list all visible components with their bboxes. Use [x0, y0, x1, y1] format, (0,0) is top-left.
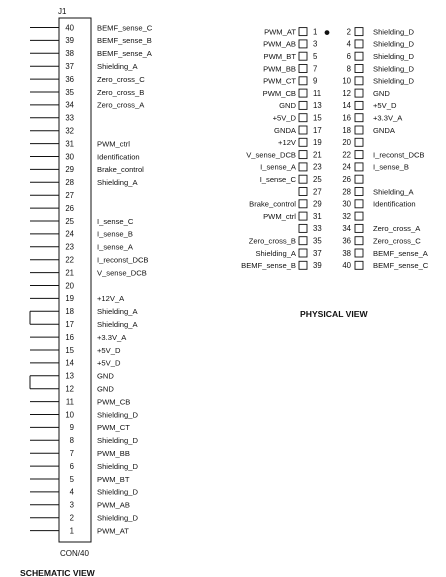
schematic-pin-label: GND [97, 371, 114, 381]
physical-pin-pad [355, 237, 363, 245]
physical-pin-pad [355, 224, 363, 232]
schematic-pin-number: 32 [65, 126, 74, 136]
physical-left-number: 23 [313, 162, 322, 172]
schematic-pin-label: Zero_cross_C [97, 74, 145, 84]
physical-right-label: GNDA [373, 125, 395, 135]
schematic-pin-label: Brake_control [97, 165, 144, 175]
schematic-pin-number: 34 [65, 100, 74, 110]
physical-right-label: Zero_cross_C [373, 236, 421, 246]
schematic-pin-number: 4 [69, 487, 74, 497]
schematic-pin-number: 30 [65, 152, 74, 162]
schematic-pin-number: 19 [65, 294, 74, 304]
schematic-pin-label: I_sense_C [97, 216, 134, 226]
physical-right-number: 32 [342, 211, 351, 221]
schematic-pin-number: 5 [69, 474, 74, 484]
schematic-pin-number: 33 [65, 113, 74, 123]
schematic-pin-number: 21 [65, 268, 74, 278]
physical-pin-pad [355, 65, 363, 73]
schematic-pin-number: 17 [65, 320, 74, 329]
schematic-pin-label: BEMF_sense_C [97, 23, 153, 33]
physical-left-number: 35 [313, 236, 322, 246]
schematic-pin-label: Shielding_A [97, 62, 138, 71]
schematic-pin-label: GND [97, 384, 114, 394]
physical-left-number: 39 [313, 261, 322, 271]
schematic-pin-number: 3 [69, 500, 74, 510]
physical-pin-pad [355, 89, 363, 97]
physical-pin-pad [299, 40, 307, 48]
physical-pin-pad [355, 212, 363, 220]
schematic-pin-label: Shielding_D [97, 513, 138, 523]
physical-right-label: Shielding_D [373, 39, 414, 49]
schematic-pin-number: 14 [65, 358, 74, 368]
physical-pin-pad [355, 114, 363, 122]
physical-pin-pad [299, 188, 307, 196]
schematic-pin-number: 10 [65, 410, 74, 420]
schematic-pin-label: PWM_BB [97, 449, 130, 458]
physical-left-label: Zero_cross_B [248, 236, 296, 246]
physical-left-label: PWM_BT [263, 52, 296, 61]
physical-left-number: 13 [313, 101, 322, 111]
schematic-pin-label: Shielding_D [97, 410, 138, 420]
physical-pin-pad [355, 200, 363, 208]
physical-left-label: BEMF_sense_B [241, 261, 296, 271]
physical-right-number: 18 [342, 125, 351, 135]
schematic-pin-number: 28 [65, 178, 74, 188]
physical-pin-pad [299, 138, 307, 146]
physical-right-label: +3.3V_A [373, 113, 403, 123]
physical-right-label: Shielding_D [373, 27, 414, 37]
physical-left-label: GND [279, 101, 296, 111]
physical-left-number: 37 [313, 248, 322, 258]
schematic-pin-number: 40 [65, 23, 74, 33]
physical-right-label: GND [373, 88, 390, 98]
physical-left-label: PWM_CT [263, 76, 296, 86]
physical-left-number: 25 [313, 175, 322, 184]
schematic-pin-number: 1 [69, 526, 74, 536]
schematic-pin-label: PWM_AT [97, 526, 129, 536]
physical-right-number: 8 [346, 64, 351, 74]
physical-right-number: 10 [342, 76, 351, 86]
schematic-pin-label: Shielding_D [97, 487, 138, 497]
schematic-caption: SCHEMATIC VIEW [20, 568, 95, 577]
physical-left-number: 21 [313, 150, 322, 160]
physical-pin-pad [299, 114, 307, 122]
schematic-pin-label: Zero_cross_B [97, 87, 145, 97]
schematic-pin-number: 36 [65, 74, 74, 84]
schematic-pin-label: Zero_cross_A [97, 100, 145, 110]
physical-view [241, 27, 429, 319]
physical-right-number: 26 [342, 175, 351, 184]
physical-right-number: 20 [342, 138, 351, 148]
physical-left-number: 11 [313, 88, 322, 98]
physical-pin-pad [299, 224, 307, 232]
physical-pin-pad [355, 163, 363, 171]
schematic-pin-label: +5V_D [97, 358, 121, 368]
physical-right-number: 6 [346, 52, 351, 61]
physical-left-label: I_sense_C [259, 175, 296, 184]
physical-right-label: Identification [373, 199, 416, 209]
schematic-pin-label: Shielding_D [97, 436, 138, 446]
physical-right-number: 4 [346, 39, 351, 49]
physical-right-number: 16 [342, 113, 351, 123]
schematic-pin-label: Shielding_D [97, 461, 138, 471]
physical-pin-pad [299, 151, 307, 159]
physical-left-label: V_sense_DCB [246, 150, 296, 160]
physical-left-label: GNDA [274, 125, 296, 135]
physical-caption: PHYSICAL VIEW [300, 309, 368, 319]
physical-pin-pad [299, 89, 307, 97]
physical-right-label: Zero_cross_A [373, 224, 421, 234]
schematic-pin-label: +12V_A [97, 294, 125, 304]
schematic-pin-label: BEMF_sense_B [97, 36, 152, 46]
physical-left-label: Brake_control [249, 199, 296, 209]
schematic-pin-label: BEMF_sense_A [97, 49, 152, 59]
schematic-pin-number: 39 [65, 36, 74, 46]
physical-pin-pad [355, 101, 363, 109]
physical-pin-grid [241, 27, 429, 270]
schematic-pin-label: +3.3V_A [97, 332, 127, 342]
schematic-pin-number: 24 [65, 229, 74, 239]
physical-right-label: BEMF_sense_A [373, 248, 428, 258]
physical-left-label: +5V_D [272, 113, 296, 123]
physical-right-number: 14 [342, 101, 351, 111]
connector-ref: J1 [58, 7, 67, 16]
physical-left-number: 3 [313, 39, 318, 49]
physical-left-label: PWM_AT [264, 27, 296, 37]
schematic-pin-number: 16 [65, 332, 74, 342]
physical-pin-pad [355, 126, 363, 134]
physical-left-label: +12V [278, 138, 296, 148]
schematic-pin-label: +5V_D [97, 345, 121, 355]
physical-pin-pad [299, 126, 307, 134]
schematic-pin-label: I_sense_B [97, 229, 133, 239]
physical-left-number: 1 [313, 27, 318, 37]
schematic-pin-label: PWM_ctrl [97, 139, 130, 149]
physical-left-number: 33 [313, 224, 322, 234]
schematic-pin-number: 35 [65, 87, 74, 97]
physical-pin-pad [355, 261, 363, 269]
schematic-pin-number: 20 [65, 281, 74, 291]
physical-pin-pad [355, 249, 363, 257]
physical-pin-pad [355, 52, 363, 60]
physical-right-label: I_reconst_DCB [373, 150, 425, 160]
physical-right-number: 36 [342, 236, 351, 246]
physical-pin-pad [299, 163, 307, 171]
schematic-pin-label: PWM_CT [97, 423, 130, 433]
schematic-pin-label: Shielding_A [97, 307, 138, 317]
schematic-pin-number: 29 [65, 165, 74, 175]
physical-right-label: Shielding_D [373, 52, 414, 61]
physical-right-number: 22 [342, 150, 351, 160]
physical-pin-pad [299, 28, 307, 36]
physical-left-label: PWM_CB [262, 88, 296, 98]
schematic-pin-label: I_sense_A [97, 242, 133, 252]
physical-pin-pad [299, 212, 307, 220]
schematic-pin-label: PWM_AB [97, 500, 130, 510]
physical-pin-pad [299, 200, 307, 208]
schematic-pin-number: 13 [65, 371, 74, 381]
schematic-pin-number: 7 [69, 449, 74, 458]
physical-pin-pad [299, 77, 307, 85]
physical-pin-pad [355, 151, 363, 159]
schematic-pin-number: 11 [65, 397, 74, 407]
physical-left-label: I_sense_A [260, 162, 296, 172]
physical-pin-pad [355, 175, 363, 183]
physical-left-number: 29 [313, 199, 322, 209]
schematic-pin-label: Shielding_A [97, 320, 138, 329]
schematic-pin-number: 27 [65, 191, 74, 200]
physical-left-label: PWM_AB [263, 39, 296, 49]
schematic-pin-label: Shielding_A [97, 178, 138, 188]
schematic-pin-number: 8 [69, 436, 74, 446]
schematic-pin-number: 31 [65, 139, 74, 149]
physical-right-number: 40 [342, 261, 351, 271]
physical-left-number: 7 [313, 64, 318, 74]
schematic-pin-number: 12 [65, 384, 74, 394]
schematic-pin-number: 25 [65, 216, 74, 226]
physical-right-label: Shielding_D [373, 64, 414, 74]
physical-right-number: 12 [342, 88, 351, 98]
schematic-pin-number: 22 [65, 255, 74, 265]
schematic-pin-label: PWM_BT [97, 474, 130, 484]
physical-pin-pad [355, 138, 363, 146]
physical-right-label: +5V_D [373, 101, 397, 111]
physical-left-label: PWM_BB [263, 64, 296, 74]
schematic-pin-number: 2 [69, 513, 74, 523]
connector-part: CON/40 [60, 549, 89, 558]
physical-pin-pad [355, 77, 363, 85]
schematic-pin-number: 6 [69, 461, 74, 471]
physical-left-label: PWM_ctrl [263, 211, 296, 221]
schematic-pin-number: 23 [65, 242, 74, 252]
physical-right-number: 24 [342, 162, 351, 172]
physical-right-number: 28 [342, 187, 351, 197]
physical-pin-pad [355, 188, 363, 196]
physical-left-number: 5 [313, 52, 318, 61]
physical-pin-pad [299, 101, 307, 109]
physical-left-number: 27 [313, 187, 322, 197]
connector-body [59, 18, 91, 542]
physical-left-number: 15 [313, 113, 322, 123]
schematic-view [20, 7, 153, 577]
physical-pin-pad [299, 261, 307, 269]
physical-right-label: BEMF_sense_C [373, 261, 429, 271]
physical-left-number: 19 [313, 138, 322, 148]
pin1-marker-dot [325, 30, 330, 35]
physical-left-label: Shielding_A [255, 248, 296, 258]
physical-right-label: Shielding_D [373, 76, 414, 86]
physical-left-number: 17 [313, 125, 322, 135]
physical-pin-pad [299, 52, 307, 60]
schematic-pin-label: I_reconst_DCB [97, 255, 149, 265]
physical-right-number: 30 [342, 199, 351, 209]
physical-pin-pad [355, 40, 363, 48]
physical-pin-pad [299, 175, 307, 183]
schematic-pin-number: 9 [69, 423, 74, 433]
physical-pin-pad [355, 28, 363, 36]
schematic-pin-number: 37 [65, 62, 74, 71]
physical-right-label: I_sense_B [373, 162, 409, 172]
schematic-pin-label: V_sense_DCB [97, 268, 147, 278]
physical-right-number: 38 [342, 248, 351, 258]
physical-left-number: 31 [313, 211, 322, 221]
physical-right-number: 2 [346, 27, 351, 37]
physical-left-number: 9 [313, 76, 318, 86]
schematic-pin-number: 18 [65, 307, 74, 317]
physical-right-number: 34 [342, 224, 351, 234]
schematic-pin-number: 38 [65, 49, 74, 59]
schematic-pin-label: Identification [97, 152, 140, 162]
physical-pin-pad [299, 237, 307, 245]
schematic-pin-number: 15 [65, 345, 74, 355]
schematic-pin-number: 26 [65, 203, 74, 213]
physical-pin-pad [299, 249, 307, 257]
schematic-pin-label: PWM_CB [97, 397, 131, 407]
physical-right-label: Shielding_A [373, 187, 414, 197]
physical-pin-pad [299, 65, 307, 73]
